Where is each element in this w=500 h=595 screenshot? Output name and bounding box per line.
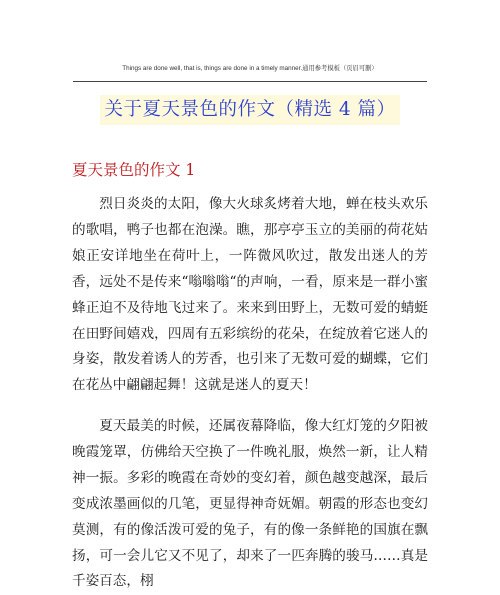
paragraph: 夏天最美的时候，还属夜幕降临，像大红灯笼的夕阳被晚霞笼罩，仿佛给天空换了一件晚礼服，焕然一新，让人精神一振。多彩的晚霞在奇妙的变幻着，颜色越变越深，最后变成浓墨画似的几笔，更显得神奇妩媚。朝霞的形态也变幻莫测，有的像活泼可爱的兔子，有的像一条鲜艳的国旗在飘扬，可一会儿它又不见了，却来了一匹奔腾的骏马……真是千姿百态，栩 bbox=[72, 418, 428, 590]
paragraph: 烈日炎炎的太阳，像大火球炙烤着大地，蝉在枝头欢乐的歌唱，鸭子也都在泡澡。瞧，那亭亭玉立的美丽的荷花姑娘正安详地坐在荷叶上，一阵微风吹过，散发出迷人的芳香，远处不是传来“嗡嗡嗡“的声响，一看，原来是一群小蜜蜂正迫不及待地飞过来了。来来到田野上，无数可爱的蜻蜓在田野间嬉戏，四周有五彩缤纷的花朵，在绽放着它迷人的身姿，散发着诱人的芳香，也引来了无数可爱的蝴蝶，它们在花丛中翩翩起舞！这就是迷人的夏天！ bbox=[72, 196, 428, 394]
page-header: Things are done well, that is, things are done in a timely manner.通用参考模板（页眉可删） bbox=[122, 65, 378, 72]
header-divider bbox=[73, 81, 427, 82]
title-container bbox=[0, 95, 500, 125]
document-title: 关于夏天景色的作文（精选 4 篇） bbox=[100, 95, 399, 125]
section-heading: 夏天景色的作文 1 bbox=[72, 161, 196, 179]
